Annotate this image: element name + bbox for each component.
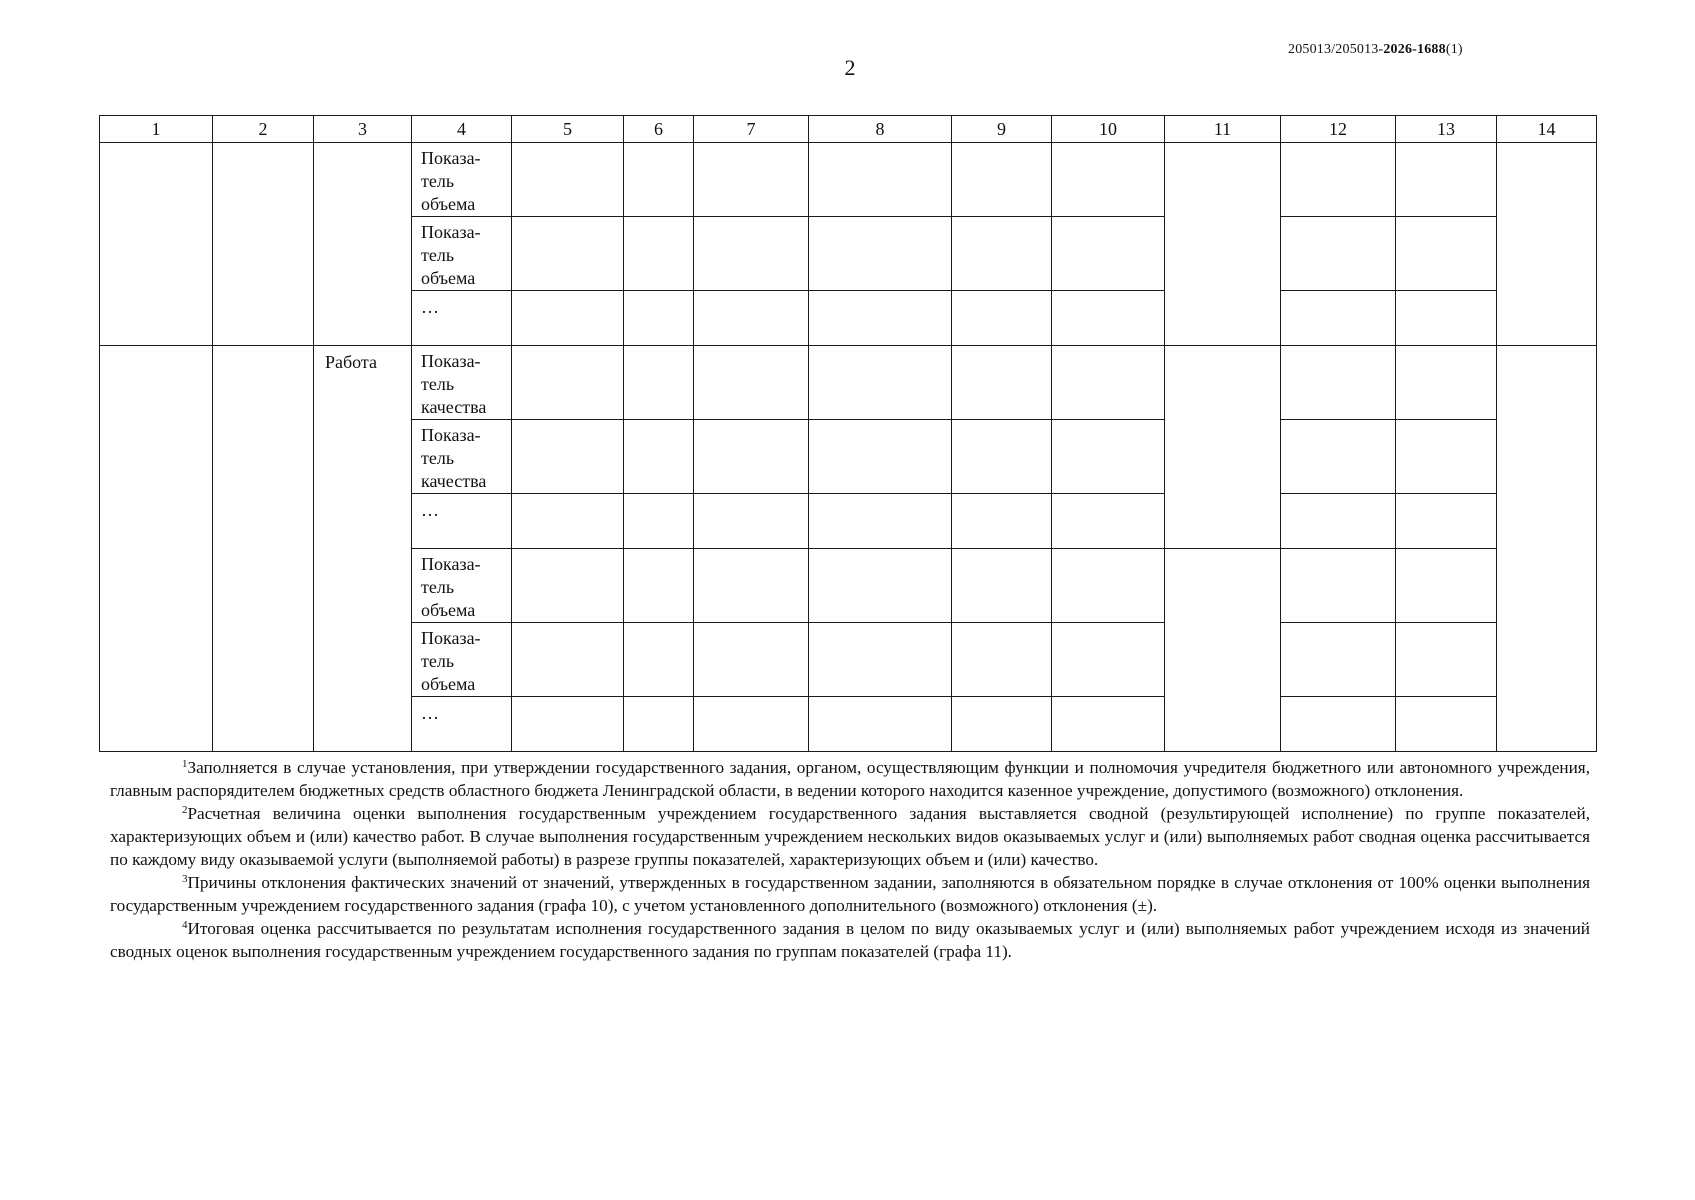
table-cell xyxy=(1281,346,1396,420)
table-cell xyxy=(1052,697,1165,752)
table-cell xyxy=(512,291,624,346)
indicator-cell xyxy=(412,420,512,494)
column-number: 6 xyxy=(624,116,694,143)
column-number: 1 xyxy=(100,116,213,143)
indicator-cell xyxy=(412,346,512,420)
table-cell xyxy=(952,697,1052,752)
column-number: 10 xyxy=(1052,116,1165,143)
indicator-cell xyxy=(412,549,512,623)
column-number: 3 xyxy=(314,116,412,143)
table-cell xyxy=(624,291,694,346)
table-cell xyxy=(1396,217,1497,291)
assessment-table xyxy=(99,115,1597,752)
footnote-number: 1 xyxy=(182,758,188,770)
table-cell xyxy=(952,494,1052,549)
table-cell xyxy=(512,549,624,623)
table-cell xyxy=(1281,291,1396,346)
table-cell xyxy=(1281,697,1396,752)
column-number: 7 xyxy=(694,116,809,143)
table-cell xyxy=(1396,346,1497,420)
table-cell xyxy=(1396,420,1497,494)
table-cell xyxy=(624,494,694,549)
summary-cell xyxy=(1165,143,1281,346)
table-row xyxy=(100,143,1597,217)
ellipsis: … xyxy=(421,500,440,520)
table-cell xyxy=(952,623,1052,697)
table-cell xyxy=(624,346,694,420)
table-cell xyxy=(809,494,952,549)
footnote-number: 3 xyxy=(182,873,188,885)
column-number: 12 xyxy=(1281,116,1396,143)
table-cell xyxy=(1052,494,1165,549)
table-cell xyxy=(952,346,1052,420)
table-cell xyxy=(624,697,694,752)
table-cell xyxy=(1396,549,1497,623)
table-cell xyxy=(624,549,694,623)
footnote-text: Заполняется в случае установления, при утверждении государственного задания, органом, осуществляющим функции и полномочия учредителя бюджетного или автономного учреждения, главным распорядителем бюджетных средств областного бюджета Ленинградской области, в ведении которого находится казенное учреждение, допустимого (возможного) отклонения. xyxy=(110,758,1590,800)
table-cell xyxy=(1396,494,1497,549)
footnote xyxy=(110,917,1590,963)
document-code-suffix: (1) xyxy=(1445,42,1463,57)
table-cell xyxy=(512,697,624,752)
footnote-number: 4 xyxy=(182,919,188,931)
table-cell xyxy=(809,346,952,420)
summary-cell xyxy=(1165,346,1281,549)
table-cell xyxy=(809,549,952,623)
footnote-number: 2 xyxy=(182,804,188,816)
column-number: 13 xyxy=(1396,116,1497,143)
table-cell xyxy=(314,143,412,346)
table-cell xyxy=(1281,549,1396,623)
table-cell xyxy=(1052,217,1165,291)
table-cell xyxy=(512,143,624,217)
work-cell xyxy=(314,346,412,752)
footnote-text: Итоговая оценка рассчитывается по результатам исполнения государственного задания в целом по виду оказываемых услуг и (или) выполняемых работ учреждением исходя из значений сводных оценок выполнения государственным учреждением государственного задания по группам показателей (графа 11). xyxy=(110,919,1590,961)
indicator-label: Показа- тель объема xyxy=(421,148,481,214)
table-cell xyxy=(694,549,809,623)
indicator-cell xyxy=(412,623,512,697)
table-row xyxy=(100,346,1597,420)
table-cell xyxy=(952,217,1052,291)
table-cell xyxy=(213,143,314,346)
ellipsis: … xyxy=(421,297,440,317)
page-number: 2 xyxy=(844,55,856,80)
table-cell xyxy=(1052,346,1165,420)
document-code-prefix: 205013/205013- xyxy=(1288,42,1384,57)
table-cell xyxy=(624,217,694,291)
table-cell xyxy=(1281,143,1396,217)
table-cell xyxy=(1281,494,1396,549)
ellipsis: … xyxy=(421,703,440,723)
column-number: 2 xyxy=(213,116,314,143)
table-cell xyxy=(512,217,624,291)
table-cell xyxy=(694,494,809,549)
table-cell xyxy=(512,623,624,697)
footnote-text: Причины отклонения фактических значений от значений, утвержденных в государственном задании, заполняются в обязательном порядке в случае отклонения от 100% оценки выполнения государственным учреждением государственного задания (графа 10), с учетом установленного дополнительного (возможного) отклонения (±). xyxy=(110,873,1590,915)
column-number: 9 xyxy=(952,116,1052,143)
footnote xyxy=(110,802,1590,871)
table-cell xyxy=(1052,143,1165,217)
table-cell xyxy=(694,346,809,420)
indicator-cell xyxy=(412,291,512,346)
column-number: 5 xyxy=(512,116,624,143)
footnotes xyxy=(110,756,1590,963)
table-cell xyxy=(694,420,809,494)
table-cell xyxy=(809,143,952,217)
summary-cell xyxy=(1165,549,1281,752)
table-cell xyxy=(1052,291,1165,346)
table-cell xyxy=(100,346,213,752)
footnote xyxy=(110,756,1590,802)
table-cell xyxy=(809,217,952,291)
table-cell xyxy=(694,623,809,697)
table-cell xyxy=(952,549,1052,623)
table-cell xyxy=(1052,549,1165,623)
table-cell xyxy=(1052,420,1165,494)
table-cell xyxy=(1052,623,1165,697)
table-cell xyxy=(100,143,213,346)
table-cell xyxy=(512,420,624,494)
table-cell xyxy=(694,217,809,291)
indicator-cell xyxy=(412,494,512,549)
table-cell xyxy=(1396,291,1497,346)
table-cell xyxy=(512,346,624,420)
table-cell xyxy=(952,420,1052,494)
column-number: 4 xyxy=(412,116,512,143)
table-cell xyxy=(1281,420,1396,494)
table-cell xyxy=(694,291,809,346)
column-number-row xyxy=(100,116,1597,143)
table-cell xyxy=(1281,217,1396,291)
indicator-label: Показа- тель объема xyxy=(421,554,481,620)
table-cell xyxy=(1396,697,1497,752)
table-cell xyxy=(952,291,1052,346)
table-cell xyxy=(624,420,694,494)
table-cell xyxy=(512,494,624,549)
document-code-number: 2026-1688 xyxy=(1383,42,1446,57)
work-label: Работа xyxy=(325,352,377,372)
table-cell xyxy=(624,143,694,217)
final-score-cell xyxy=(1497,346,1597,752)
indicator-label: Показа- тель качества xyxy=(421,425,487,491)
table-cell xyxy=(1396,623,1497,697)
table-cell xyxy=(694,143,809,217)
final-score-cell xyxy=(1497,143,1597,346)
table-cell xyxy=(1281,623,1396,697)
footnote xyxy=(110,871,1590,917)
indicator-cell xyxy=(412,697,512,752)
indicator-label: Показа- тель объема xyxy=(421,222,481,288)
table-cell xyxy=(809,623,952,697)
indicator-label: Показа- тель объема xyxy=(421,628,481,694)
table-cell xyxy=(213,346,314,752)
table-cell xyxy=(809,420,952,494)
column-number: 8 xyxy=(809,116,952,143)
table-cell xyxy=(952,143,1052,217)
indicator-cell xyxy=(412,143,512,217)
table-cell xyxy=(694,697,809,752)
indicator-label: Показа- тель качества xyxy=(421,351,487,417)
indicator-cell xyxy=(412,217,512,291)
document-code xyxy=(1288,42,1463,58)
footnote-text: Расчетная величина оценки выполнения государственным учреждением государственного задания выставляется сводной (результирующей исполнение) по группе показателей, характеризующих объем и (или) качество работ. В случае выполнения государственным учреждением нескольких видов оказываемых услуг и (или) выполняемых работ сводная оценка рассчитывается по каждому виду оказываемой услуги (выполняемой работы) в разрезе группы показателей, характеризующих объем и (или) качество. xyxy=(110,804,1590,869)
table-cell xyxy=(624,623,694,697)
column-number: 11 xyxy=(1165,116,1281,143)
table-cell xyxy=(809,697,952,752)
table-cell xyxy=(1396,143,1497,217)
table-cell xyxy=(809,291,952,346)
column-number: 14 xyxy=(1497,116,1597,143)
